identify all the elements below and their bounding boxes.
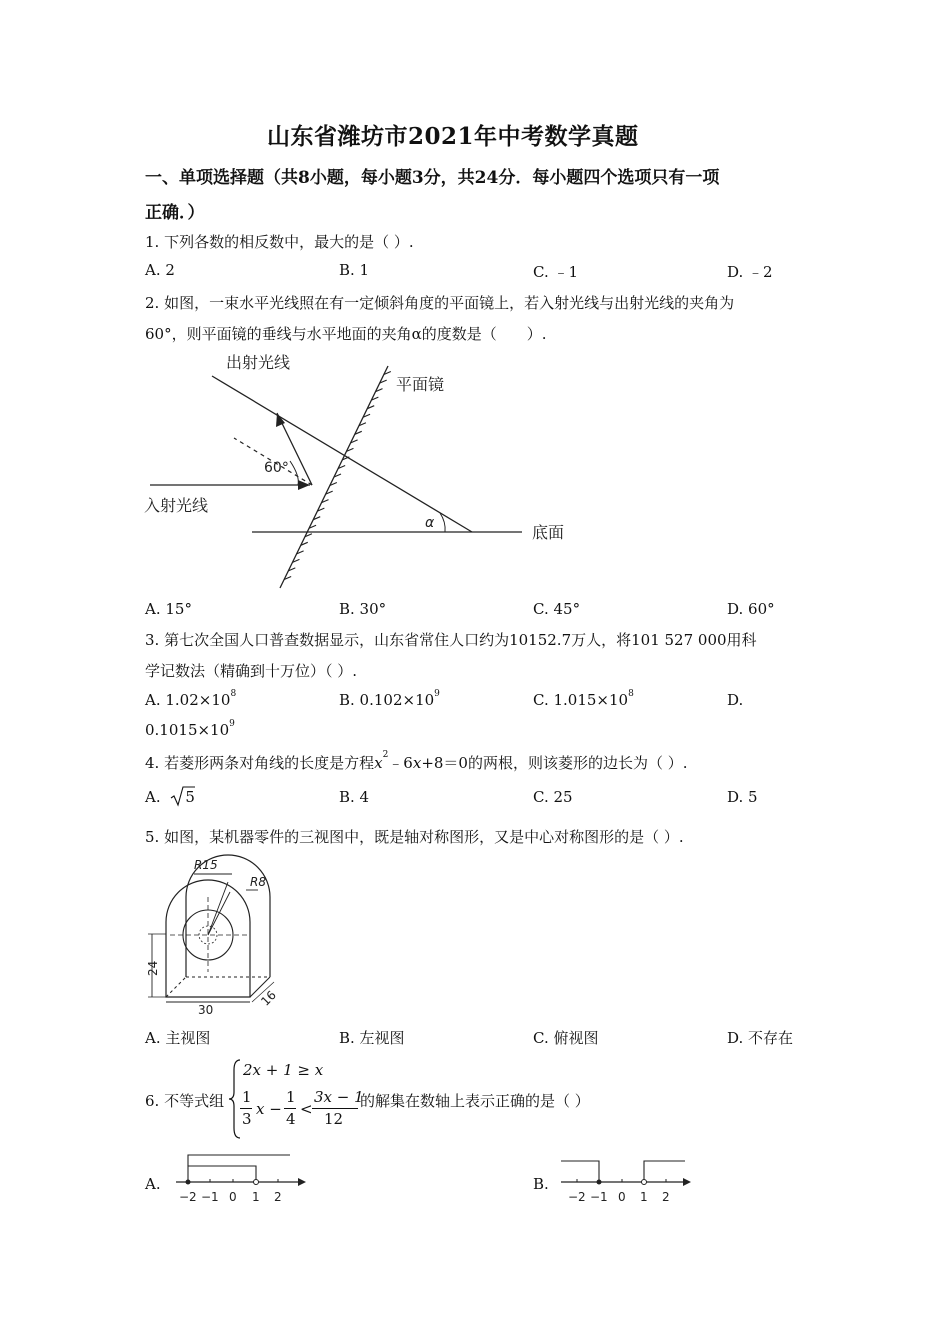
q4-option-a: A. 5 <box>145 788 195 806</box>
q1-option-a: A. 2 <box>145 261 175 279</box>
q2-label-alpha: α <box>425 515 435 531</box>
q2-stem-line2: 60°，则平面镜的垂线与水平地面的夹角α的度数是（ ）. <box>145 325 547 343</box>
q5-label-r15: R15 <box>194 858 218 872</box>
q3-option-a: A. $1.02\times 10^8$ <box>145 689 237 709</box>
q6-stem-post: 的解集在数轴上表示正确的是（ ） <box>360 1092 590 1110</box>
q5-machine-part-figure <box>140 852 290 1017</box>
q3-stem-line2: 学记数法（精确到十万位）（ ）. <box>145 662 358 680</box>
q6-option-a-number-line <box>170 1150 310 1210</box>
q4-option-d: D. 5 <box>727 788 758 806</box>
q5-stem: 5. 如图，某机器零件的三视图中，既是轴对称图形，又是中心对称图形的是（ ）. <box>145 828 684 846</box>
q6-option-b-label: B. <box>533 1175 549 1193</box>
q2-option-a: A. 15° <box>145 600 192 618</box>
q5-label-depth: 16 <box>258 987 279 1009</box>
tick-label: −2 <box>568 1190 586 1204</box>
tick-label: −1 <box>590 1190 608 1204</box>
q5-option-c: C. 俯视图 <box>533 1029 599 1047</box>
q2-option-c: C. 45° <box>533 600 581 618</box>
q2-option-b: B. 30° <box>339 600 387 618</box>
q1-option-d: D. ﹣2 <box>727 263 773 281</box>
q1-option-b: B. 1 <box>339 261 370 279</box>
tick-label: 1 <box>252 1190 260 1204</box>
q5-option-a: A. 主视图 <box>145 1029 211 1047</box>
q2-label-out-ray: 出射光线 <box>226 353 291 372</box>
q2-option-d: D. 60° <box>727 600 775 618</box>
q3-stem-line1: 3. 第七次全国人口普查数据显示，山东省常住人口约为10152.7万人，将101 527 000用科 <box>145 631 757 649</box>
q3-option-c: C. $1.015\times 10^8$ <box>533 689 634 709</box>
q2-mirror-figure <box>140 348 580 593</box>
tick-label: 0 <box>229 1190 237 1204</box>
q5-label-height: 24 <box>146 960 160 976</box>
q2-label-angle: 60° <box>264 460 289 476</box>
q1-option-c: C. ﹣1 <box>533 263 579 281</box>
q2-label-ground: 底面 <box>532 523 565 542</box>
q6-inequality-2: 1 3 x − 1 4 < 3x − 1 12 <box>242 1088 364 1128</box>
tick-label: 1 <box>640 1190 648 1204</box>
q3-option-b: B. $0.102\times 10^9$ <box>339 689 440 709</box>
q3-option-d: D. <box>727 691 744 709</box>
q4-option-b: B. 4 <box>339 788 370 806</box>
q2-label-in-ray: 入射光线 <box>144 496 209 515</box>
tick-label: 2 <box>274 1190 282 1204</box>
tick-label: 2 <box>662 1190 670 1204</box>
q5-option-d: D. 不存在 <box>727 1029 794 1047</box>
q4-option-c: C. 25 <box>533 788 573 806</box>
section-heading-line2: 正确．） <box>145 203 205 223</box>
q5-label-width: 30 <box>198 1003 214 1017</box>
q4-stem: 4. 若菱形两条对角线的长度是方程$x^2﹣6x+8=0$的两根，则该菱形的边长为（ ）. <box>145 750 688 772</box>
page-title: 山东省潍坊市2021年中考数学真题 <box>267 123 639 150</box>
q1-stem: 1. 下列各数的相反数中，最大的是（ ）. <box>145 233 414 251</box>
q6-option-b-number-line <box>555 1150 695 1210</box>
q2-label-mirror: 平面镜 <box>396 375 445 394</box>
q6-stem-pre: 6. 不等式组 <box>145 1092 225 1110</box>
q6-option-a-label: A. <box>145 1175 161 1193</box>
tick-label: 0 <box>618 1190 626 1204</box>
q5-label-r8: R8 <box>250 875 266 889</box>
tick-label: −2 <box>179 1190 197 1204</box>
q3-option-d-value: $0.1015\times 10^9$ <box>145 719 235 739</box>
q5-option-b: B. 左视图 <box>339 1029 405 1047</box>
tick-label: −1 <box>201 1190 219 1204</box>
q2-stem-line1: 2. 如图，一束水平光线照在有一定倾斜角度的平面镜上，若入射光线与出射光线的夹角为 <box>145 294 735 312</box>
section-heading-line1: 一、单项选择题（共8小题，每小题3分，共24分．每小题四个选项只有一项 <box>145 168 720 188</box>
q6-inequality-1: 2x + 1 ≥ x <box>243 1061 324 1079</box>
sqrt-symbol: 5 <box>171 788 195 806</box>
